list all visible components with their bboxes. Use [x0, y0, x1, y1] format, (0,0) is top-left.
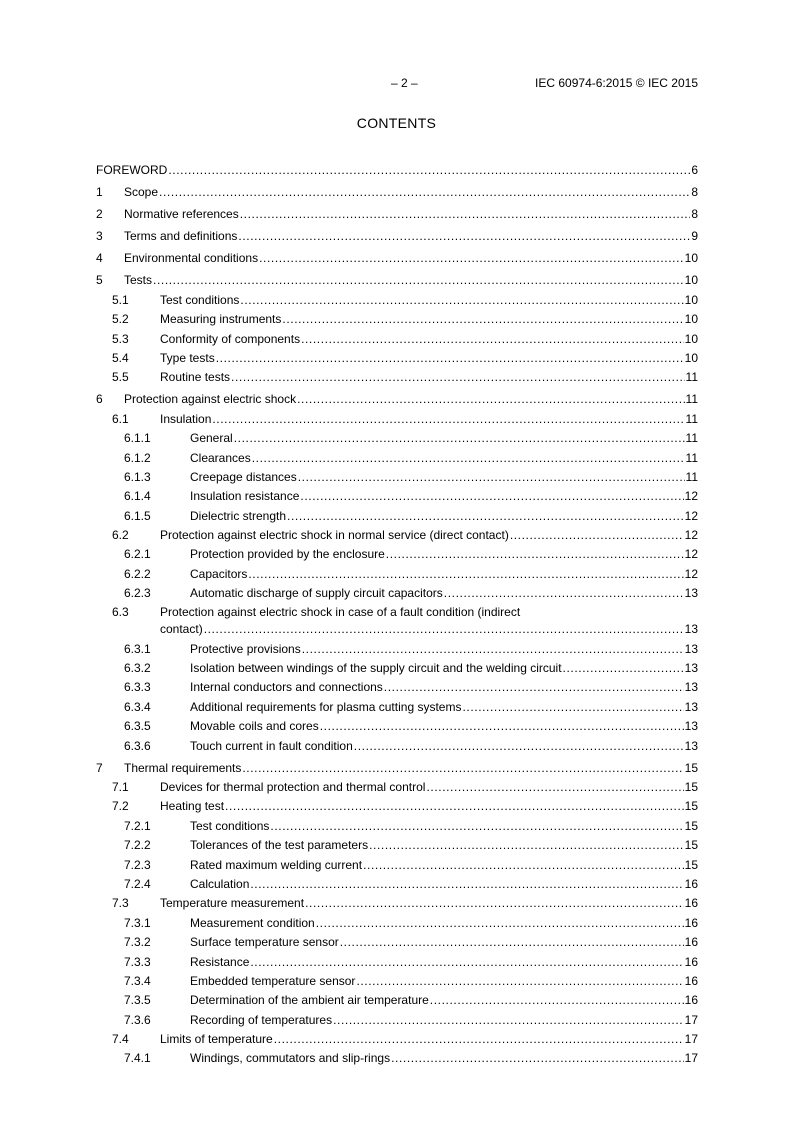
- toc-entry-page: 11: [685, 392, 698, 407]
- toc-entry-page: 11: [685, 469, 698, 484]
- toc-entry-title: Terms and definitions: [124, 229, 238, 244]
- page-title: CONTENTS: [356, 115, 437, 131]
- toc-entry-title: Isolation between windings of the supply circuit and the welding circuit: [190, 661, 562, 676]
- dot-leader: [234, 431, 685, 445]
- toc-entry[interactable]: [96, 346, 698, 365]
- dot-leader: [297, 392, 684, 406]
- toc-entry-number: 6.1.1: [124, 431, 151, 446]
- toc-entry-number: 7.4: [112, 1032, 129, 1047]
- toc-entry-number: 6.3.6: [124, 738, 151, 753]
- dot-leader: [300, 489, 683, 503]
- dot-leader: [510, 528, 684, 542]
- toc-entry[interactable]: [96, 581, 698, 600]
- dot-leader: [563, 661, 684, 675]
- dot-leader: [248, 567, 683, 581]
- toc-entry-page: 10: [684, 251, 698, 266]
- toc-entry-number: 4: [96, 251, 103, 266]
- toc-entry-page: 13: [684, 680, 698, 695]
- dot-leader: [240, 207, 691, 221]
- toc-entry-line: [96, 619, 698, 636]
- toc-entry-page: 11: [685, 450, 698, 465]
- toc-entry-title: FOREWORD: [96, 163, 168, 178]
- toc-entry-title: Protection against electric shock: [124, 392, 297, 407]
- document-reference: IEC 60974-6:2015 © IEC 2015: [535, 76, 698, 90]
- toc-entry[interactable]: [96, 1046, 698, 1065]
- toc-entry-title-continued: contact): [160, 622, 203, 637]
- toc-entry-page: 10: [684, 292, 698, 307]
- toc-entry[interactable]: [96, 177, 698, 199]
- toc-entry-page: 13: [684, 738, 698, 753]
- toc-entry-title: Measuring instruments: [160, 312, 282, 327]
- toc-entry-title: Protection against electric shock in normal service (direct contact): [160, 528, 509, 543]
- toc-entry[interactable]: [96, 872, 698, 891]
- toc-entry-page: 9: [691, 229, 698, 244]
- toc-entry[interactable]: [96, 365, 698, 384]
- dot-leader: [259, 251, 684, 265]
- toc-entry-title: Normative references: [124, 207, 239, 222]
- toc-entry-title: Type tests: [160, 350, 215, 365]
- toc-entry[interactable]: [96, 636, 698, 655]
- toc-entry[interactable]: [96, 523, 698, 542]
- dot-leader: [391, 1051, 684, 1065]
- toc-entry-page: 8: [691, 185, 698, 200]
- toc-entry-title: Limits of temperature: [160, 1032, 273, 1047]
- toc-entry-page: 10: [684, 331, 698, 346]
- toc-entry-number: 6.2: [112, 528, 129, 543]
- toc-entry-title: Protective provisions: [190, 641, 301, 656]
- toc-entry[interactable]: [96, 852, 698, 871]
- dot-leader: [320, 719, 684, 733]
- toc-entry-page: 12: [684, 566, 698, 581]
- toc-entry-page: 10: [684, 350, 698, 365]
- toc-entry-number: 6: [96, 392, 103, 407]
- toc-entry[interactable]: [96, 794, 698, 813]
- dot-leader: [356, 974, 683, 988]
- toc-entry-page: 13: [684, 661, 698, 676]
- dot-leader: [212, 412, 684, 426]
- dot-leader: [153, 273, 684, 287]
- toc-entry-title: Routine tests: [160, 370, 231, 385]
- toc-entry-page: 17: [684, 1032, 698, 1047]
- dot-leader: [333, 1013, 684, 1027]
- dot-leader: [462, 700, 683, 714]
- toc-entry-title: Creepage distances: [190, 469, 297, 484]
- toc-entry-title: Additional requirements for plasma cutting systems: [190, 699, 462, 714]
- toc-entry-title: Embedded temperature sensor: [190, 973, 356, 988]
- toc-entry[interactable]: [96, 891, 698, 910]
- toc-entry[interactable]: [96, 733, 698, 752]
- toc-entry-number: 7.1: [112, 779, 129, 794]
- toc-entry-page: 13: [684, 586, 698, 601]
- dot-leader: [287, 509, 684, 523]
- toc-entry-title: Touch current in fault condition: [190, 738, 353, 753]
- toc-entry-page: 15: [684, 760, 698, 775]
- toc-entry-page: 13: [684, 641, 698, 656]
- toc-entry[interactable]: [96, 694, 698, 713]
- toc-entry-number: 6.1: [112, 411, 129, 426]
- toc-entry-number: 6.1.4: [124, 489, 151, 504]
- toc-entry[interactable]: [96, 714, 698, 733]
- toc-entry-number: 6.1.3: [124, 469, 151, 484]
- toc-entry-title: Scope: [124, 185, 159, 200]
- toc-entry[interactable]: [96, 221, 698, 243]
- toc-entry-number: 5.4: [112, 350, 129, 365]
- toc-entry[interactable]: [96, 949, 698, 968]
- dot-leader: [282, 312, 683, 326]
- toc-entry[interactable]: [96, 813, 698, 832]
- toc-entry-page: 10: [684, 273, 698, 288]
- toc-entry-page: 16: [684, 876, 698, 891]
- toc-entry-title: Internal conductors and connections: [190, 680, 383, 695]
- toc-entry-title: Movable coils and cores: [190, 719, 319, 734]
- toc-entry-title: Heating test: [160, 799, 225, 814]
- toc-entry-number: 6.2.2: [124, 566, 151, 581]
- toc-entry-page: 12: [684, 528, 698, 543]
- dot-leader: [225, 799, 684, 813]
- toc-entry-number: 6.3.3: [124, 680, 151, 695]
- toc-entry-title: Measurement condition: [190, 915, 315, 930]
- toc-entry-number: 6.2.3: [124, 586, 151, 601]
- toc-entry-title: Conformity of components: [160, 331, 301, 346]
- toc-entry-number: 5.3: [112, 331, 129, 346]
- toc-entry-page: 15: [684, 857, 698, 872]
- toc-entry-number: 5.2: [112, 312, 129, 327]
- dot-leader: [274, 1032, 684, 1046]
- toc-entry-title: Environmental conditions: [124, 251, 259, 266]
- toc-entry-number: 7.3.6: [124, 1012, 151, 1027]
- toc-entry-page: 13: [684, 699, 698, 714]
- toc-entry-title: Devices for thermal protection and thermal control: [160, 779, 426, 794]
- dot-leader: [363, 858, 684, 872]
- toc-entry[interactable]: [96, 384, 698, 406]
- toc-entry-page: 16: [684, 973, 698, 988]
- toc-entry[interactable]: [96, 445, 698, 464]
- dot-leader: [204, 622, 684, 636]
- dot-leader: [340, 935, 684, 949]
- dot-leader: [426, 780, 683, 794]
- toc-entry-number: 7.3.1: [124, 915, 151, 930]
- toc-entry-page: 11: [685, 431, 698, 446]
- toc-entry-page: 6: [691, 163, 698, 178]
- toc-entry[interactable]: [96, 426, 698, 445]
- toc-entry-page: 12: [684, 547, 698, 562]
- toc-entry-number: 1: [96, 185, 103, 200]
- toc-entry[interactable]: [96, 1027, 698, 1046]
- toc-entry-page: 16: [684, 993, 698, 1008]
- toc-entry-number: 6.3.2: [124, 661, 151, 676]
- toc-entry-title: Recording of temperatures: [190, 1012, 333, 1027]
- toc-entry[interactable]: [96, 988, 698, 1007]
- toc-entry-number: 7.2.2: [124, 838, 151, 853]
- toc-entry-number: 7.3.4: [124, 973, 151, 988]
- toc-entry-title: Automatic discharge of supply circuit capacitors: [190, 586, 443, 601]
- toc-entry-page: 12: [684, 489, 698, 504]
- toc-entry[interactable]: [96, 503, 698, 522]
- toc-entry-number: 6.2.1: [124, 547, 151, 562]
- toc-entry-page: 11: [685, 370, 698, 385]
- toc-entry-title: Temperature measurement: [160, 896, 305, 911]
- dot-leader: [305, 896, 684, 910]
- toc-entry-title: Rated maximum welding current: [190, 857, 363, 872]
- toc-entry[interactable]: [96, 243, 698, 265]
- toc-entry-page: 8: [691, 207, 698, 222]
- toc-entry-title: Protection against electric shock in case of a fault condition (indirect: [160, 605, 521, 620]
- toc-entry-page: 15: [684, 779, 698, 794]
- toc-entry[interactable]: [96, 542, 698, 561]
- toc-entry[interactable]: [96, 465, 698, 484]
- toc-entry-title: Surface temperature sensor: [190, 935, 339, 950]
- toc-entry-number: 7: [96, 760, 103, 775]
- dot-leader: [238, 229, 690, 243]
- toc-entry[interactable]: [96, 969, 698, 988]
- toc-entry-number: 7.4.1: [124, 1051, 151, 1066]
- dot-leader: [240, 293, 683, 307]
- toc-entry-page: 12: [684, 508, 698, 523]
- toc-entry[interactable]: [96, 307, 698, 326]
- toc-entry-number: 6.3.5: [124, 719, 151, 734]
- toc-entry[interactable]: [96, 484, 698, 503]
- toc-entry-title: Insulation resistance: [190, 489, 300, 504]
- toc-entry-line: [96, 605, 698, 619]
- toc-entry-title: Dielectric strength: [190, 508, 287, 523]
- toc-entry-title: Resistance: [190, 954, 250, 969]
- toc-entry[interactable]: [96, 775, 698, 794]
- toc-entry-title: Clearances: [190, 450, 251, 465]
- dot-leader: [354, 739, 684, 753]
- toc-entry-page: 17: [684, 1012, 698, 1027]
- toc-entry-page: 16: [684, 935, 698, 950]
- toc-entry-number: 3: [96, 229, 103, 244]
- toc-entry-number: 2: [96, 207, 103, 222]
- toc-entry-number: 7.2.3: [124, 857, 151, 872]
- toc-entry-title: Test conditions: [160, 292, 240, 307]
- dot-leader: [250, 877, 683, 891]
- toc-entry-number: 7.3.5: [124, 993, 151, 1008]
- toc-entry[interactable]: [96, 265, 698, 287]
- toc-entry-number: 5.1: [112, 292, 129, 307]
- dot-leader: [270, 819, 683, 833]
- toc-entry-page: 16: [684, 954, 698, 969]
- toc-entry-page: 13: [684, 622, 698, 637]
- dot-leader: [168, 163, 690, 177]
- toc-entry-number: 6.3.4: [124, 699, 151, 714]
- toc-entry[interactable]: [96, 1007, 698, 1026]
- toc-entry[interactable]: [96, 561, 698, 580]
- dot-leader: [250, 955, 683, 969]
- toc-entry-number: 7.3.3: [124, 954, 151, 969]
- toc-entry[interactable]: [96, 656, 698, 675]
- toc-entry[interactable]: [96, 753, 698, 775]
- toc-entry-page: 13: [684, 719, 698, 734]
- dot-leader: [252, 451, 685, 465]
- toc-entry-title: Tests: [124, 273, 153, 288]
- dot-leader: [369, 838, 684, 852]
- page-header: [96, 76, 698, 92]
- toc-entry[interactable]: [96, 833, 698, 852]
- dot-leader: [316, 916, 684, 930]
- toc-entry[interactable]: [96, 287, 698, 306]
- toc-entry[interactable]: [96, 199, 698, 221]
- toc-entry-page: 17: [684, 1051, 698, 1066]
- toc-entry-number: 7.3: [112, 896, 129, 911]
- dot-leader: [302, 642, 684, 656]
- dot-leader: [430, 993, 684, 1007]
- toc-entry[interactable]: [96, 158, 698, 177]
- toc-entry-page: 11: [685, 411, 698, 426]
- toc-entry-number: 5.5: [112, 370, 129, 385]
- toc-entry-page: 15: [684, 818, 698, 833]
- toc-entry-page: 16: [684, 915, 698, 930]
- toc-entry-title: General: [190, 431, 233, 446]
- dot-leader: [159, 185, 690, 199]
- toc-entry-number: 7.2.1: [124, 818, 151, 833]
- toc-entry[interactable]: [96, 406, 698, 425]
- toc-entry[interactable]: [96, 675, 698, 694]
- toc-entry[interactable]: [96, 910, 698, 929]
- toc-entry-page: 16: [684, 896, 698, 911]
- table-of-contents: [96, 158, 698, 1065]
- toc-entry-number: 6.3.1: [124, 641, 151, 656]
- toc-entry-title: Thermal requirements: [124, 760, 242, 775]
- toc-entry-number: 7.2.4: [124, 876, 151, 891]
- toc-entry-page: 15: [684, 799, 698, 814]
- toc-entry-page: 15: [684, 838, 698, 853]
- toc-entry-title: Windings, commutators and slip-rings: [190, 1051, 391, 1066]
- toc-entry[interactable]: [96, 930, 698, 949]
- toc-entry-title: Determination of the ambient air temperature: [190, 993, 429, 1008]
- dot-leader: [301, 332, 684, 346]
- toc-entry-page: 10: [684, 312, 698, 327]
- toc-entry-title: Tolerances of the test parameters: [190, 838, 369, 853]
- toc-entry-number: 7.3.2: [124, 935, 151, 950]
- toc-entry-title: Protection provided by the enclosure: [190, 547, 385, 562]
- toc-entry[interactable]: [96, 600, 698, 636]
- toc-entry-number: 7.2: [112, 799, 129, 814]
- dot-leader: [386, 547, 684, 561]
- toc-entry[interactable]: [96, 326, 698, 345]
- toc-entry-number: 6.1.2: [124, 450, 151, 465]
- dot-leader: [231, 370, 684, 384]
- dot-leader: [444, 586, 684, 600]
- dot-leader: [242, 761, 683, 775]
- dot-leader: [384, 680, 684, 694]
- toc-entry-title: Insulation: [160, 411, 212, 426]
- toc-entry-number: 6.3: [112, 605, 129, 620]
- dot-leader: [216, 351, 684, 365]
- toc-entry-title: Calculation: [190, 876, 250, 891]
- toc-entry-title: Test conditions: [190, 818, 270, 833]
- dot-leader: [298, 470, 685, 484]
- toc-entry-title: Capacitors: [190, 566, 248, 581]
- toc-entry-number: 6.1.5: [124, 508, 151, 523]
- page-number: – 2 –: [391, 76, 418, 90]
- toc-entry-number: 5: [96, 273, 103, 288]
